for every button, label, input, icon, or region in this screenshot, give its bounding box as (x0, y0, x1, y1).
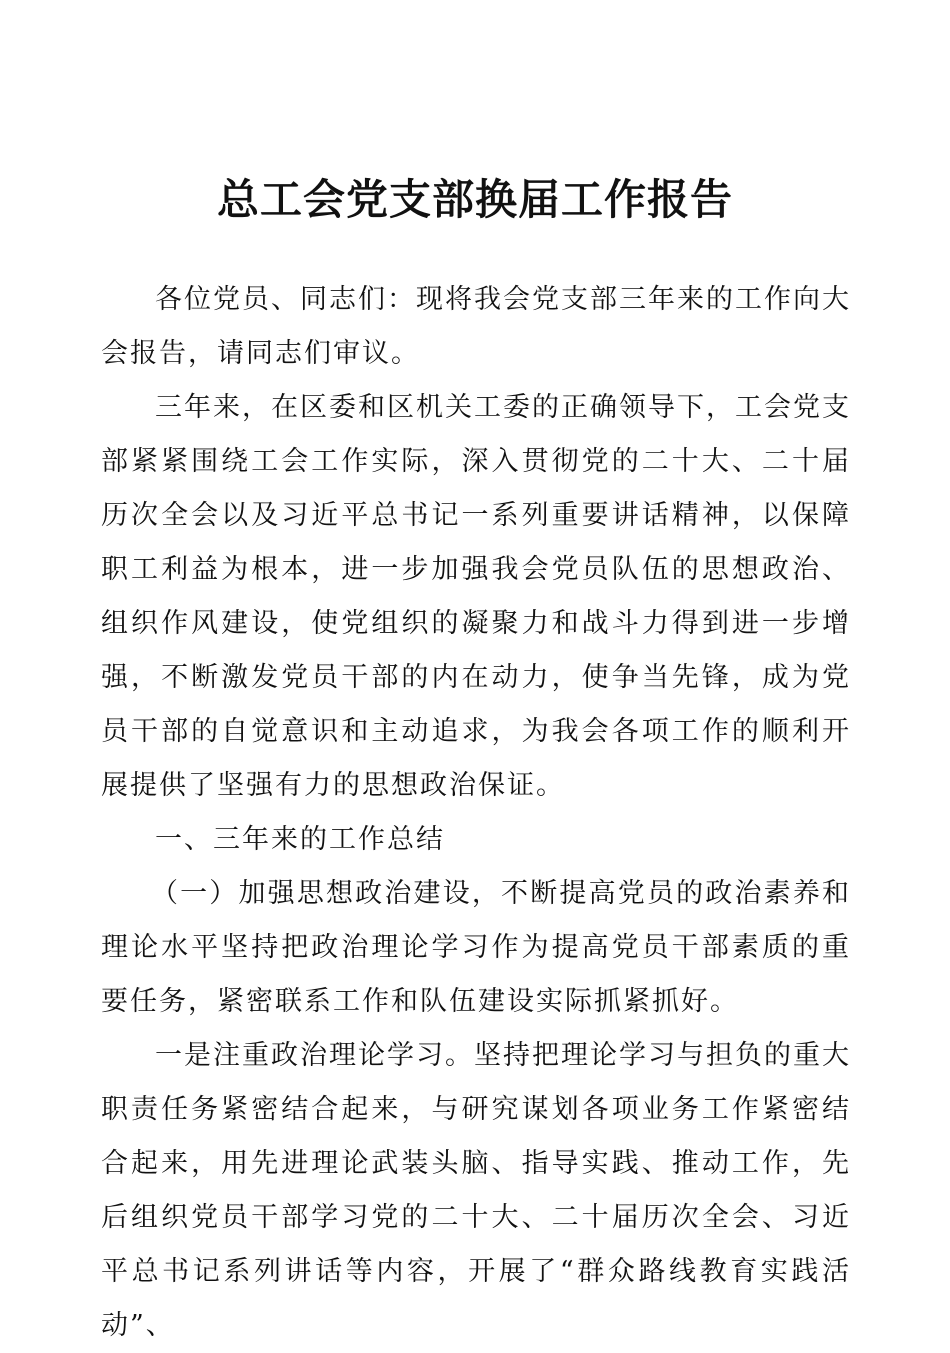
subsection-heading-political: （一）加强思想政治建设，不断提高党员的政治素养和理论水平坚持把政治理论学习作为提高党员干部素质的重要任务，紧密联系工作和队伍建设实际抓紧抓好。 (101, 878, 851, 1017)
document-title: 总工会党支部换届工作报告 (216, 175, 733, 224)
paragraph-overview: 三年来，在区委和区机关工委的正确领导下，工会党支部紧紧围绕工会工作实际，深入贯彻党的二十大、二十届历次全会以及习近平总书记一系列重要讲话精神，以保障职工利益为根本，进一步加强我会党员队伍的思想政治、组织作风建设，使党组织的凝聚力和战斗力得到进一步增强，不断激发党员干部的内在动力，使争当先锋，成为党员干部的自觉意识和主动追求，为我会各项工作的顺利开展提供了坚强有力的思想政治保证。 (101, 392, 851, 801)
section-heading-summary: 一、三年来的工作总结 (155, 824, 445, 855)
paragraph-theory-study: 一是注重政治理论学习。坚持把理论学习与担负的重大职责任务紧密结合起来，与研究谋划各项业务工作紧密结合起来，用先进理论武装头脑、指导实践、推动工作，先后组织党员干部学习党的二十大、二十届历次全会、习近平总书记系列讲话等内容，开展了“群众路线教育实践活动”、 (101, 1040, 851, 1341)
paragraph-greeting: 各位党员、同志们：现将我会党支部三年来的工作向大会报告，请同志们审议。 (101, 284, 851, 369)
document-body (101, 273, 851, 1353)
